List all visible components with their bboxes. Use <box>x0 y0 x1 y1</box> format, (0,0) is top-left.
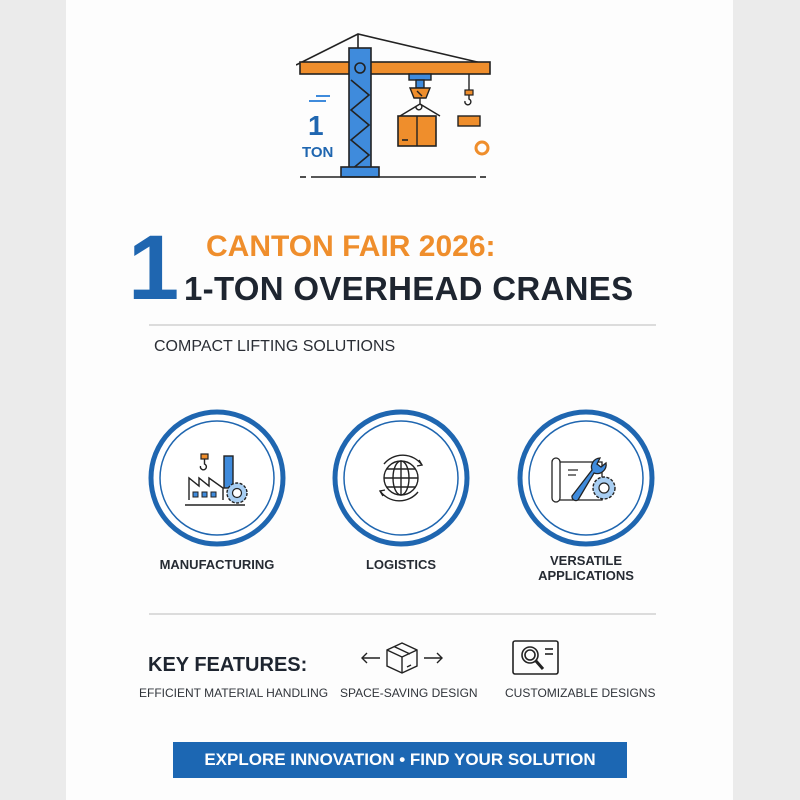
category-logistics <box>331 408 471 548</box>
category-versatile-applications <box>516 408 656 548</box>
feature-label-efficient-material-handling: EFFICIENT MATERIAL HANDLING <box>139 686 329 700</box>
feature-label-space-saving-design: SPACE-SAVING DESIGN <box>340 686 478 700</box>
feature-label-customizable-designs: CUSTOMIZABLE DESIGNS <box>505 686 656 700</box>
subtitle: COMPACT LIFTING SOLUTIONS <box>154 338 396 355</box>
headline-line-2: 1-TON OVERHEAD CRANES <box>184 270 634 307</box>
category-label-manufacturing: MANUFACTURING <box>159 557 275 572</box>
divider <box>149 613 656 615</box>
hero-badge-number: 1 <box>308 110 324 141</box>
cta-banner[interactable]: EXPLORE INNOVATION • FIND YOUR SOLUTION <box>173 742 627 778</box>
category-label-line-2: APPLICATIONS <box>538 568 634 583</box>
magnifier-document-icon <box>512 640 560 676</box>
category-manufacturing <box>147 408 287 548</box>
category-label-versatile-applications <box>496 553 676 583</box>
hero-badge-unit: TON <box>302 144 334 161</box>
wrench-gear-blueprint-icon <box>552 458 615 502</box>
hero-illustration <box>296 30 496 180</box>
headline-line-1: CANTON FAIR 2026: <box>206 230 496 263</box>
key-features-title: KEY FEATURES: <box>148 654 308 676</box>
category-label-logistics: LOGISTICS <box>365 557 437 572</box>
category-label-line-1: VERSATILE <box>550 553 622 568</box>
box-arrows-icon <box>360 640 444 676</box>
divider <box>149 324 656 326</box>
headline-big-number: 1 <box>128 217 178 319</box>
